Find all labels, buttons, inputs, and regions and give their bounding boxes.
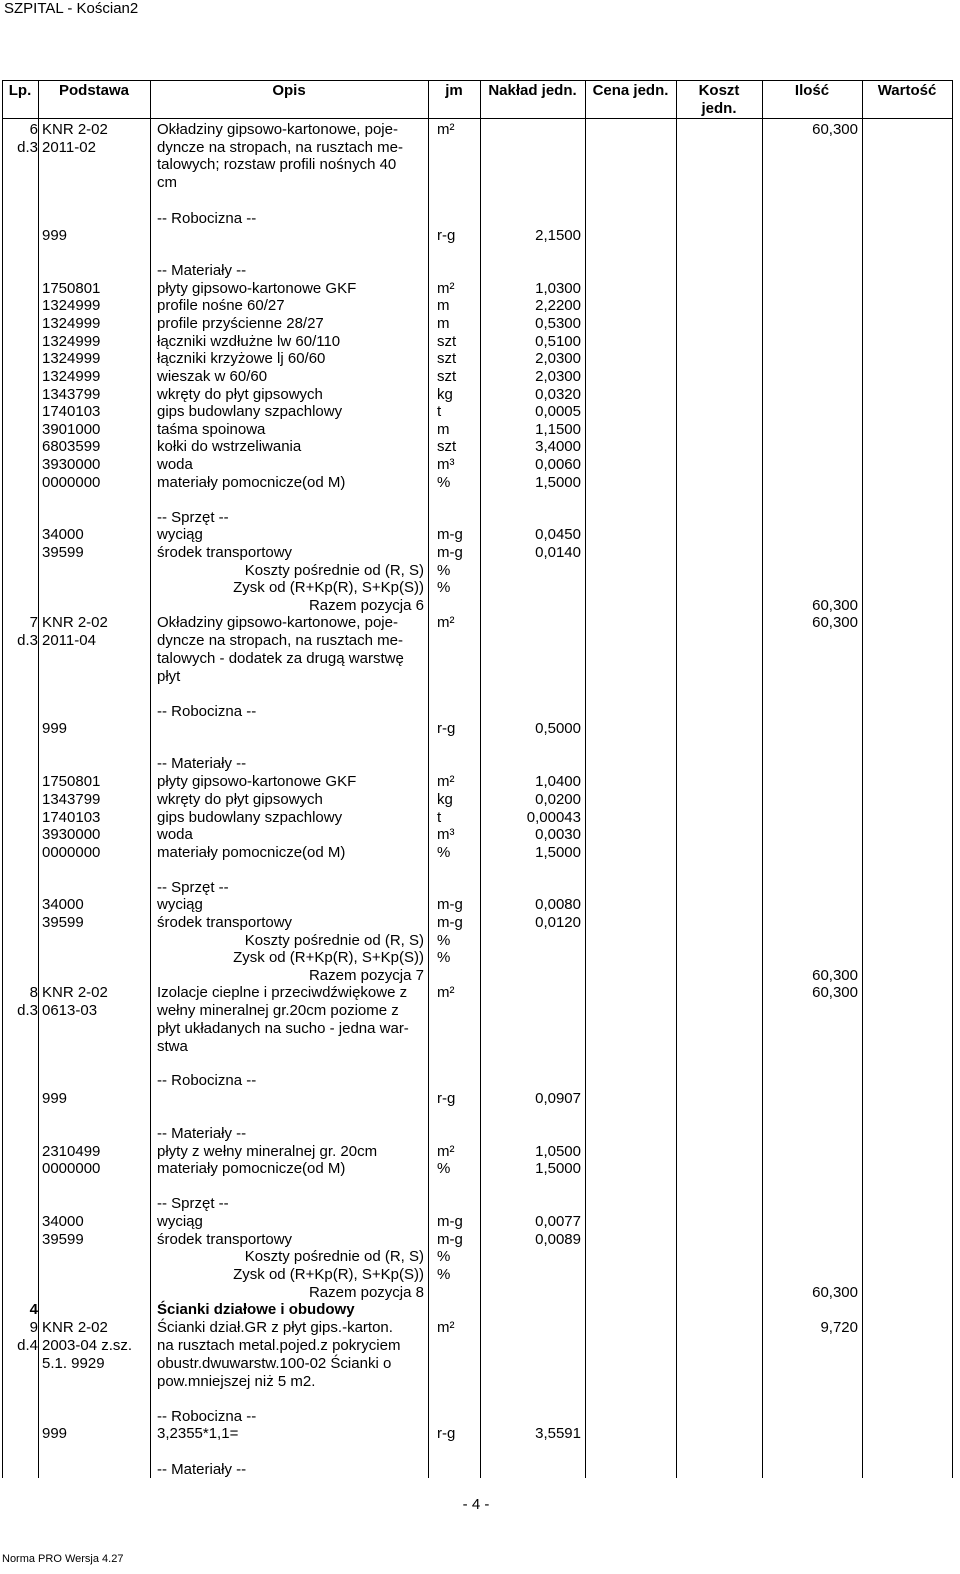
- cell-nak: 0,5000: [535, 720, 581, 737]
- cell-jm: t: [437, 809, 442, 826]
- cell-opis: profile nośne 60/27: [157, 297, 285, 314]
- cell-pod: 1324999: [42, 368, 101, 385]
- col-divider-naklad: [585, 80, 586, 1478]
- cell-jm: r-g: [437, 227, 456, 244]
- cell-ilosc: 60,300: [812, 967, 858, 984]
- cell-opis: -- Materiały --: [157, 262, 247, 279]
- cell-opis: wełny mineralnej gr.20cm poziome z: [157, 1002, 399, 1019]
- cell-pod: KNR 2-02: [42, 121, 108, 138]
- cell-opis: 3,2355*1,1=: [157, 1425, 239, 1442]
- cell-nak: 0,0450: [535, 526, 581, 543]
- cell-opis: Ścianki dział.GR z płyt gips.-karton.: [157, 1319, 393, 1336]
- cell-nak: 0,5100: [535, 333, 581, 350]
- cell-jm: %: [437, 949, 451, 966]
- cell-lp: d.4: [17, 1337, 38, 1354]
- table-header-border: [2, 118, 952, 119]
- cell-pod: 3901000: [42, 421, 101, 438]
- cell-jm: %: [437, 1266, 451, 1283]
- cell-opis: łączniki krzyżowe lj 60/60: [157, 350, 326, 367]
- cell-pod: 39599: [42, 544, 84, 561]
- cell-opis: -- Sprzęt --: [157, 1195, 229, 1212]
- cell-jm: m²: [437, 773, 455, 790]
- cell-jm: m²: [437, 614, 455, 631]
- cell-opis: gips budowlany szpachlowy: [157, 403, 343, 420]
- cell-jm: %: [437, 932, 451, 949]
- col-divider-opis: [428, 80, 429, 1478]
- cell-pod: 0000000: [42, 844, 101, 861]
- cell-opis: materiały pomocnicze(od M): [157, 474, 346, 491]
- col-header-cena: Cena jedn.: [592, 82, 669, 99]
- cell-pod: 999: [42, 1425, 68, 1442]
- cell-opis: materiały pomocnicze(od M): [157, 844, 346, 861]
- cell-opis: woda: [157, 826, 193, 843]
- table-right-border: [952, 80, 953, 1478]
- cell-pod: 1324999: [42, 315, 101, 332]
- col-header-lp: Lp.: [8, 82, 32, 99]
- cell-opis: płyty z wełny mineralnej gr. 20cm: [157, 1143, 378, 1160]
- page-number: - 4 -: [462, 1496, 490, 1513]
- cell-opis: płyty gipsowo-kartonowe GKF: [157, 773, 357, 790]
- col-divider-cena: [676, 80, 677, 1478]
- cell-opis: talowych - dodatek za drugą warstwę: [157, 650, 404, 667]
- cell-opis-r: Razem pozycja 6: [308, 597, 424, 614]
- cell-opis: talowych; rozstaw profili nośnych 40: [157, 156, 397, 173]
- page-header-title: SZPITAL - Kościan2: [4, 0, 139, 17]
- cell-jm: r-g: [437, 1090, 456, 1107]
- cell-nak: 1,5000: [535, 1160, 581, 1177]
- cell-nak: 0,0060: [535, 456, 581, 473]
- cell-jm: %: [437, 1248, 451, 1265]
- cell-pod: KNR 2-02: [42, 614, 108, 631]
- cell-opis: płyty gipsowo-kartonowe GKF: [157, 280, 357, 297]
- cell-nak: 1,5000: [535, 844, 581, 861]
- cell-ilosc: 60,300: [812, 121, 858, 138]
- col-divider-lp: [38, 80, 39, 1478]
- cell-ilosc: 9,720: [820, 1319, 858, 1336]
- cell-nak: 0,0907: [535, 1090, 581, 1107]
- cell-nak: 3,4000: [535, 438, 581, 455]
- cell-pod: 39599: [42, 1231, 84, 1248]
- cell-pod: 1750801: [42, 773, 101, 790]
- cell-opis: wkręty do płyt gipsowych: [157, 791, 323, 808]
- col-header-opis: Opis: [272, 82, 306, 99]
- cell-jm: szt: [437, 333, 457, 350]
- cell-jm: m-g: [437, 1231, 463, 1248]
- cell-opis: pow.mniejszej niż 5 m2.: [157, 1373, 316, 1390]
- cell-jm: m: [437, 315, 450, 332]
- cell-jm: m: [437, 421, 450, 438]
- cell-opis: taśma spoinowa: [157, 421, 266, 438]
- cell-pod: 999: [42, 720, 68, 737]
- cell-ilosc: 60,300: [812, 614, 858, 631]
- cell-nak: 1,1500: [535, 421, 581, 438]
- cell-pod: 0000000: [42, 474, 101, 491]
- cell-jm: %: [437, 474, 451, 491]
- cell-opis: wieszak w 60/60: [157, 368, 268, 385]
- cell-pod: 1750801: [42, 280, 101, 297]
- cell-pod: 1740103: [42, 809, 101, 826]
- cell-jm: %: [437, 562, 451, 579]
- cell-jm: m-g: [437, 914, 463, 931]
- cell-opis: środek transportowy: [157, 1231, 293, 1248]
- cell-nak: 0,0077: [535, 1213, 581, 1230]
- cell-opis: łączniki wzdłużne lw 60/110: [157, 333, 341, 350]
- cell-opis: -- Materiały --: [157, 1461, 247, 1478]
- cell-pod: 1343799: [42, 386, 101, 403]
- cell-jm: m²: [437, 1319, 455, 1336]
- cell-pod: 39599: [42, 914, 84, 931]
- cell-opis-r: Razem pozycja 7: [308, 967, 424, 984]
- cell-opis-r: Zysk od (R+Kp(R), S+Kp(S)): [233, 1266, 424, 1283]
- cell-jm: m³: [437, 456, 455, 473]
- cell-pod: 3930000: [42, 826, 101, 843]
- cell-pod: 1324999: [42, 297, 101, 314]
- cell-opis: środek transportowy: [157, 914, 293, 931]
- cell-ilosc: 60,300: [812, 984, 858, 1001]
- cell-jm: %: [437, 579, 451, 596]
- cell-nak: 1,0500: [535, 1143, 581, 1160]
- cell-lp: d.3: [17, 139, 38, 156]
- cell-opis: materiały pomocnicze(od M): [157, 1160, 346, 1177]
- cell-pod: 2003-04 z.sz.: [42, 1337, 133, 1354]
- cell-pod: 6803599: [42, 438, 101, 455]
- cell-pod: 999: [42, 1090, 68, 1107]
- cell-nak: 0,00043: [526, 809, 581, 826]
- cell-lp: 7: [29, 614, 38, 631]
- cell-nak: 0,0320: [535, 386, 581, 403]
- cell-opis: wyciąg: [157, 896, 203, 913]
- cell-lp: d.3: [17, 1002, 38, 1019]
- cell-pod: 34000: [42, 896, 84, 913]
- cell-pod: 2310499: [42, 1143, 101, 1160]
- cell-nak: 1,0400: [535, 773, 581, 790]
- cell-nak: 3,5591: [535, 1425, 581, 1442]
- cell-lp: 4: [29, 1301, 38, 1318]
- cell-nak: 0,5300: [535, 315, 581, 332]
- cell-pod: 0613-03: [42, 1002, 98, 1019]
- cell-jm: r-g: [437, 720, 456, 737]
- col-header-jm: jm: [445, 82, 463, 99]
- cell-pod: 999: [42, 227, 68, 244]
- cell-nak: 0,0030: [535, 826, 581, 843]
- cell-pod: 1324999: [42, 350, 101, 367]
- cell-jm: szt: [437, 350, 457, 367]
- cell-opis: -- Robocizna --: [157, 1072, 257, 1089]
- cell-nak: 0,0120: [535, 914, 581, 931]
- cell-opis: stwa: [157, 1038, 188, 1055]
- cell-opis: gips budowlany szpachlowy: [157, 809, 343, 826]
- cell-nak: 2,0300: [535, 368, 581, 385]
- cell-pod: 5.1. 9929: [42, 1355, 105, 1372]
- cell-opis: Ścianki działowe i obudowy: [157, 1301, 355, 1318]
- cell-opis: woda: [157, 456, 193, 473]
- cell-jm: m-g: [437, 544, 463, 561]
- cell-pod: KNR 2-02: [42, 1319, 108, 1336]
- col-header-podstawa: Podstawa: [58, 82, 130, 99]
- cell-opis: wyciąg: [157, 526, 203, 543]
- cell-jm: %: [437, 844, 451, 861]
- cell-opis-r: Koszty pośrednie od (R, S): [244, 1248, 424, 1265]
- cell-opis: obustr.dwuwarstw.100-02 Ścianki o: [157, 1355, 392, 1372]
- cell-pod: 1324999: [42, 333, 101, 350]
- cell-opis: cm: [157, 174, 177, 191]
- cell-pod: 34000: [42, 1213, 84, 1230]
- cell-lp: 8: [29, 984, 38, 1001]
- cell-opis: dyncze na stropach, na rusztach me-: [157, 139, 403, 156]
- cell-jm: m²: [437, 1143, 455, 1160]
- table-left-border: [2, 80, 3, 1478]
- cell-nak: 0,0005: [535, 403, 581, 420]
- cell-jm: m²: [437, 121, 455, 138]
- cell-opis: kołki do wstrzeliwania: [157, 438, 302, 455]
- cell-opis: Okładziny gipsowo-kartonowe, poje-: [157, 614, 398, 631]
- cell-nak: 0,0089: [535, 1231, 581, 1248]
- cell-opis-r: Zysk od (R+Kp(R), S+Kp(S)): [233, 949, 424, 966]
- cell-pod: KNR 2-02: [42, 984, 108, 1001]
- cell-jm: t: [437, 403, 442, 420]
- cell-opis: -- Materiały --: [157, 755, 247, 772]
- cell-jm: szt: [437, 368, 457, 385]
- cell-lp: 9: [29, 1319, 38, 1336]
- col-header-koszt-2: jedn.: [701, 100, 737, 117]
- col-divider-koszt: [762, 80, 763, 1478]
- cell-pod: 2011-04: [42, 632, 96, 649]
- cell-pod: 0000000: [42, 1160, 101, 1177]
- cell-nak: 2,2200: [535, 297, 581, 314]
- cell-opis: -- Robocizna --: [157, 1408, 257, 1425]
- cell-ilosc: 60,300: [812, 597, 858, 614]
- cell-nak: 2,0300: [535, 350, 581, 367]
- col-header-ilosc: Ilość: [794, 82, 830, 99]
- cell-opis: profile przyścienne 28/27: [157, 315, 324, 332]
- cell-jm: szt: [437, 438, 457, 455]
- cell-nak: 1,0300: [535, 280, 581, 297]
- cell-jm: kg: [437, 386, 453, 403]
- table-top-border: [2, 80, 952, 81]
- cell-nak: 1,5000: [535, 474, 581, 491]
- cell-opis: Okładziny gipsowo-kartonowe, poje-: [157, 121, 398, 138]
- cell-opis-r: Razem pozycja 8: [308, 1284, 424, 1301]
- cell-pod: 1740103: [42, 403, 101, 420]
- col-header-naklad: Nakład jedn.: [488, 82, 577, 99]
- cell-opis: wkręty do płyt gipsowych: [157, 386, 323, 403]
- cell-opis: -- Robocizna --: [157, 210, 257, 227]
- cell-opis: -- Sprzęt --: [157, 509, 229, 526]
- cell-pod: 2011-02: [42, 139, 96, 156]
- cell-jm: m: [437, 297, 450, 314]
- cell-nak: 2,1500: [535, 227, 581, 244]
- cell-opis: wyciąg: [157, 1213, 203, 1230]
- cell-opis: -- Materiały --: [157, 1125, 247, 1142]
- cell-nak: 0,0200: [535, 791, 581, 808]
- cell-jm: m-g: [437, 896, 463, 913]
- cell-pod: 34000: [42, 526, 84, 543]
- cell-jm: m³: [437, 826, 455, 843]
- cell-jm: m-g: [437, 1213, 463, 1230]
- cell-jm: r-g: [437, 1425, 456, 1442]
- cell-jm: m²: [437, 984, 455, 1001]
- cell-opis: środek transportowy: [157, 544, 293, 561]
- col-header-wartosc: Wartość: [877, 82, 937, 99]
- cell-jm: %: [437, 1160, 451, 1177]
- cell-ilosc: 60,300: [812, 1284, 858, 1301]
- col-divider-ilosc: [862, 80, 863, 1478]
- cell-lp: 6: [29, 121, 38, 138]
- cell-opis: -- Sprzęt --: [157, 879, 229, 896]
- cell-pod: 1343799: [42, 791, 101, 808]
- cell-opis: płyt: [157, 668, 181, 685]
- cell-pod: 3930000: [42, 456, 101, 473]
- cell-opis: płyt układanych na sucho - jedna war-: [157, 1020, 409, 1037]
- cell-jm: m²: [437, 280, 455, 297]
- col-header-koszt: Koszt: [698, 82, 740, 99]
- cell-jm: kg: [437, 791, 453, 808]
- cell-opis: -- Robocizna --: [157, 703, 257, 720]
- footer-software: Norma PRO Wersja 4.27: [2, 1553, 124, 1565]
- cell-opis: na rusztach metal.pojed.z pokryciem: [157, 1337, 401, 1354]
- cell-opis: dyncze na stropach, na rusztach me-: [157, 632, 403, 649]
- cell-jm: m-g: [437, 526, 463, 543]
- cell-opis-r: Koszty pośrednie od (R, S): [244, 562, 424, 579]
- cell-nak: 0,0080: [535, 896, 581, 913]
- cell-opis-r: Koszty pośrednie od (R, S): [244, 932, 424, 949]
- cell-opis: Izolacje cieplne i przeciwdźwiękowe z: [157, 984, 408, 1001]
- cell-nak: 0,0140: [535, 544, 581, 561]
- cell-lp: d.3: [17, 632, 38, 649]
- cell-opis-r: Zysk od (R+Kp(R), S+Kp(S)): [233, 579, 424, 596]
